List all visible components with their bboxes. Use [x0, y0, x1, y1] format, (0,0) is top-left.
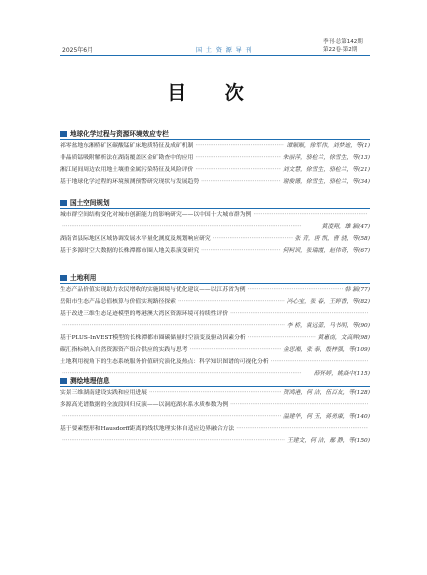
issue-date: 2025年6月	[62, 47, 94, 54]
toc-entry[interactable]	[60, 344, 370, 356]
entry-title: 多源高光谱数据的全波段回归反演——以洞庭湖水系水质参数为例	[60, 402, 229, 408]
dot-leader	[195, 152, 280, 164]
entry-title: 基于地球化学过程的环境预测预警研究现状与发展趋势	[60, 179, 200, 185]
section-header	[60, 375, 380, 387]
toc-entry[interactable]	[60, 296, 370, 308]
dot-leader	[62, 435, 285, 447]
entry-authors: 谢俊德，徐雪生，骆检兰，等(34)	[282, 179, 370, 185]
dot-leader	[236, 423, 368, 435]
dot-leader	[201, 176, 281, 188]
dot-leader	[271, 356, 368, 368]
entry-title: 实景三维湖南建设实践和应用进展	[60, 390, 147, 396]
dot-leader	[195, 140, 284, 152]
dot-leader	[178, 296, 285, 308]
toc-entry[interactable]	[60, 176, 370, 188]
section-geochemistry	[60, 128, 380, 188]
section-surveying	[60, 375, 380, 447]
dot-leader	[190, 344, 281, 356]
dot-leader	[149, 387, 281, 399]
entry-title: 湖南省县际地区区域协调发展水平量化测度及规划响应研究	[60, 236, 211, 242]
section-square-icon	[60, 131, 67, 137]
section-header	[60, 128, 380, 140]
entry-title: 祁零盆地东湘桥矿区碳酸锰矿床地质特征及成矿机制	[60, 143, 194, 149]
journal-name: 国 土 资 源 导 刊	[196, 47, 253, 54]
entry-authors: 张 青，唐 凯，曹 骁，等(58)	[294, 236, 370, 242]
dot-leader	[195, 164, 280, 176]
dot-leader	[248, 284, 343, 296]
issue-info	[323, 38, 363, 54]
dot-leader	[230, 308, 368, 320]
toc-entry[interactable]	[60, 209, 380, 233]
section-title: 测绘地理信息	[70, 377, 110, 385]
toc-entry[interactable]	[60, 140, 370, 152]
toc-entry[interactable]	[60, 423, 380, 447]
toc-entry[interactable]	[60, 233, 370, 245]
entry-title: 城市群空间结构变化对城市创新能力的影响研究——以中国十大城市群为例	[60, 212, 252, 218]
dot-leader	[230, 399, 368, 411]
entry-authors: 王建文，何 洁，鄢 静，等(150)	[286, 438, 370, 444]
dot-leader	[248, 332, 316, 344]
toc-entry[interactable]	[60, 284, 370, 296]
entry-authors: 黄凌翔，雄 颖(47)	[321, 224, 370, 230]
entry-authors: 金思湘，张 泰，殷梓强，等(109)	[283, 347, 370, 353]
toc-entry[interactable]	[60, 399, 380, 423]
entry-title: 碳汇指标纳入自然资源资产组合供应的实践与思考	[60, 347, 188, 353]
entry-title: 生态产品价值实现助力农民增收的实施困境与优化建议——以江苏省为例	[60, 287, 246, 293]
entry-authors: 薛怀婷，姚焱中(115)	[313, 371, 370, 377]
toc-entry[interactable]	[60, 387, 370, 399]
toc-entry[interactable]	[60, 245, 370, 257]
entry-authors: 温建华，何 玉，蒋勇康，等(140)	[283, 414, 370, 420]
entry-authors: 刘文慧，徐雪生，骆检兰，等(21)	[282, 167, 370, 173]
entry-authors: 谭顺顺，徐军伟，刘梦迪，等(1)	[286, 143, 370, 149]
issue-line-1: 季刊·总第142期	[323, 39, 363, 45]
section-header	[60, 197, 380, 209]
entry-authors: 朱丽萍，骆检兰，徐雪生，等(13)	[282, 155, 370, 161]
entry-title: 湘江尾间周边农用地土壤重金属污染特征及风险评价	[60, 167, 194, 173]
entry-title: 非晶质锰吸附解析法在湖南覆盖区金矿勘查中的应用	[60, 155, 194, 161]
entry-title: 岳阳市生态产品总值核算与价值实现路径探索	[60, 299, 176, 305]
dot-leader	[213, 233, 293, 245]
section-title: 地球化学过程与资源环境效应专栏	[70, 130, 169, 138]
section-square-icon	[60, 200, 67, 206]
header-divider	[60, 55, 370, 56]
dot-leader	[201, 245, 281, 257]
issue-line-2: 第22卷·第2期	[323, 47, 358, 53]
entry-authors: 黄惠南，文高辉(98)	[317, 335, 370, 341]
section-title: 国土空间规划	[70, 199, 110, 207]
section-title: 土地利用	[70, 274, 97, 282]
entry-authors: 何柯训，张瑞霞，赵伟奇，等(67)	[282, 248, 370, 254]
entry-title: 基于要素整形和Hausdorff距离的线状地理实体自适应边界融合方法	[60, 426, 235, 432]
section-spatial-planning	[60, 197, 380, 257]
entry-title: 基于多源时空大数据的长株潭都市圈人地关系演变研究	[60, 248, 200, 254]
entry-authors: 李 桥，袁远蕾，马书明，等(90)	[286, 323, 370, 329]
dot-leader	[253, 209, 368, 221]
toc-entry[interactable]	[60, 332, 370, 344]
dot-leader	[62, 320, 285, 332]
entry-authors: 冯心宝，张 春，王婷香，等(82)	[286, 299, 370, 305]
entry-title: 基于PLUS-InVEST模型的长株潭都市圈碳储量时空演变及驱动因素分析	[60, 335, 246, 341]
toc-entry[interactable]	[60, 152, 370, 164]
toc-entry[interactable]	[60, 164, 370, 176]
entry-title: 基于改进三维生态足迹模型的粤港澳大湾区资源环境可持续性评价	[60, 311, 229, 317]
entry-title: 土地利用视角下的生态系统服务价值研究演化及热点：科学知识图谱的可视化分析	[60, 359, 269, 365]
toc-entry[interactable]	[60, 308, 380, 332]
section-square-icon	[60, 275, 67, 281]
section-header	[60, 272, 380, 284]
page-title: 目 次	[167, 82, 260, 104]
section-land-use	[60, 272, 380, 380]
section-square-icon	[60, 378, 67, 384]
dot-leader	[62, 221, 319, 233]
dot-leader	[62, 411, 281, 423]
entry-authors: 贺鸿港，何 洁，伍百友，等(128)	[283, 390, 370, 396]
entry-authors: 韩 颖(77)	[344, 287, 370, 293]
